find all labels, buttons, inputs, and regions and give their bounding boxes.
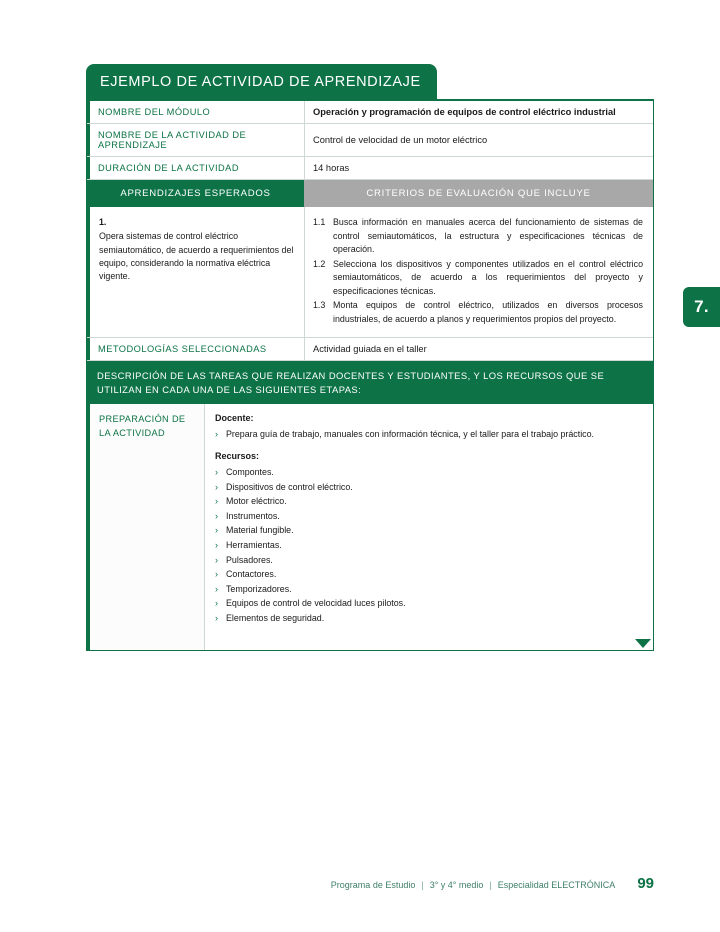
table-row: [87, 157, 653, 180]
preparation-content: [204, 404, 653, 650]
learning-outcomes-header: APRENDIZAJES ESPERADOS: [87, 180, 304, 207]
learning-outcome-text: Opera sistemas de control eléctrico semiautomático, de acuerdo a requerimientos del equipo, considerando la normativa eléctrica vigente.: [99, 231, 294, 282]
criterion-item: [313, 216, 643, 257]
list-item: [215, 567, 641, 582]
list-item-text: Dispositivos de control eléctrico.: [226, 481, 353, 492]
chevron-bullet-icon: ›: [215, 554, 218, 565]
list-item-text: Instrumentos.: [226, 510, 280, 521]
list-item: [215, 509, 641, 524]
criterion-item: [313, 258, 643, 299]
preparation-row: [87, 404, 653, 650]
list-item-text: Herramientas.: [226, 539, 282, 550]
list-item-text: Motor eléctrico.: [226, 496, 287, 507]
chevron-bullet-icon: ›: [215, 429, 218, 440]
activity-table: [86, 99, 654, 651]
list-item: [215, 538, 641, 553]
activity-duration-value: 14 horas: [304, 157, 653, 179]
section-title-banner: [86, 64, 437, 99]
chevron-bullet-icon: ›: [215, 583, 218, 594]
page-footer: [0, 875, 720, 892]
list-item-text: Elementos de seguridad.: [226, 612, 325, 623]
section-title-text: EJEMPLO DE ACTIVIDAD DE APRENDIZAJE: [100, 73, 421, 90]
description-band: DESCRIPCIÓN DE LAS TAREAS QUE REALIZAN DOCENTES Y ESTUDIANTES, Y LOS RECURSOS QUE SE UTILIZAN EN CADA UNA DE LAS SIGUIENTES ETAPAS:: [87, 361, 653, 404]
continuation-arrow-icon: [635, 639, 651, 648]
list-item: [215, 523, 641, 538]
page-number: 99: [637, 875, 654, 892]
learning-outcome-cell: [87, 207, 304, 337]
list-item: [215, 553, 641, 568]
criterion-item: [313, 299, 643, 326]
criterion-key: 1.3: [313, 300, 326, 311]
activity-name-value: Control de velocidad de un motor eléctrico: [304, 124, 653, 156]
list-item-text: Equipos de control de velocidad luces pilotos.: [226, 598, 406, 609]
list-item: [215, 611, 641, 626]
criterion-text: Monta equipos de control eléctrico, utilizados en diversos procesos industriales, de acuerdo a planos y requerimientos propios del proyecto.: [333, 300, 643, 324]
list-item-text: Temporizadores.: [226, 583, 292, 594]
learning-outcome-number: 1.: [99, 217, 107, 227]
list-item: [215, 480, 641, 495]
criterion-text: Selecciona los dispositivos y componentes utilizados en el control eléctrico semiautomáticos, de acuerdo a los requerimientos del proyecto y especificaciones técnicas.: [333, 258, 643, 296]
module-name-label: NOMBRE DEL MÓDULO: [87, 101, 304, 123]
chevron-bullet-icon: ›: [215, 539, 218, 550]
evaluation-criteria-cell: [304, 207, 653, 337]
criterion-text: Busca información en manuales acerca del funcionamiento de sistemas de control semiautomáticos, la estructura y especificaciones técnicas de operación.: [333, 217, 643, 255]
chevron-bullet-icon: ›: [215, 496, 218, 507]
list-item-text: Compontes.: [226, 467, 274, 478]
column-header-band: [87, 180, 653, 207]
footer-specialty: Especialidad ELECTRÓNICA: [497, 880, 616, 890]
table-row: [87, 101, 653, 124]
chapter-tab: [683, 287, 720, 327]
table-row: [87, 338, 653, 361]
chapter-tab-label: 7.: [694, 297, 709, 316]
chevron-bullet-icon: ›: [215, 525, 218, 536]
methodology-label: METODOLOGÍAS SELECCIONADAS: [87, 338, 304, 360]
footer-program: Programa de Estudio: [330, 880, 416, 890]
evaluation-criteria-header: CRITERIOS DE EVALUACIÓN QUE INCLUYE: [304, 180, 653, 207]
list-item-text: Contactores.: [226, 569, 277, 580]
list-item: [215, 596, 641, 611]
activity-name-label: NOMBRE DE LA ACTIVIDAD DE APRENDIZAJE: [87, 124, 304, 156]
chevron-bullet-icon: ›: [215, 569, 218, 580]
resources-heading: Recursos:: [215, 451, 260, 462]
footer-level: 3° y 4° medio: [429, 880, 484, 890]
chevron-bullet-icon: ›: [215, 598, 218, 609]
list-item-text: Prepara guía de trabajo, manuales con información técnica, y el taller para el trabajo práctico.: [226, 429, 595, 440]
list-item-text: Pulsadores.: [226, 554, 273, 565]
activity-duration-label: DURACIÓN DE LA ACTIVIDAD: [87, 157, 304, 179]
chevron-bullet-icon: ›: [215, 510, 218, 521]
outcome-criteria-row: [87, 207, 653, 338]
chevron-bullet-icon: ›: [215, 612, 218, 623]
chevron-bullet-icon: ›: [215, 481, 218, 492]
list-item: [215, 465, 641, 480]
methodology-value: Actividad guiada en el taller: [304, 338, 653, 360]
footer-separator: |: [489, 880, 492, 890]
chevron-bullet-icon: ›: [215, 467, 218, 478]
list-item: [215, 427, 641, 442]
module-name-value: Operación y programación de equipos de control eléctrico industrial: [304, 101, 653, 123]
footer-separator: |: [421, 880, 424, 890]
list-item: [215, 494, 641, 509]
preparation-label: PREPARACIÓN DE LA ACTIVIDAD: [87, 404, 204, 650]
criterion-key: 1.1: [313, 217, 326, 227]
teacher-heading: Docente:: [215, 413, 254, 424]
list-item-text: Material fungible.: [226, 525, 294, 536]
list-item: [215, 582, 641, 597]
table-row: [87, 124, 653, 157]
criterion-key: 1.2: [313, 258, 326, 269]
